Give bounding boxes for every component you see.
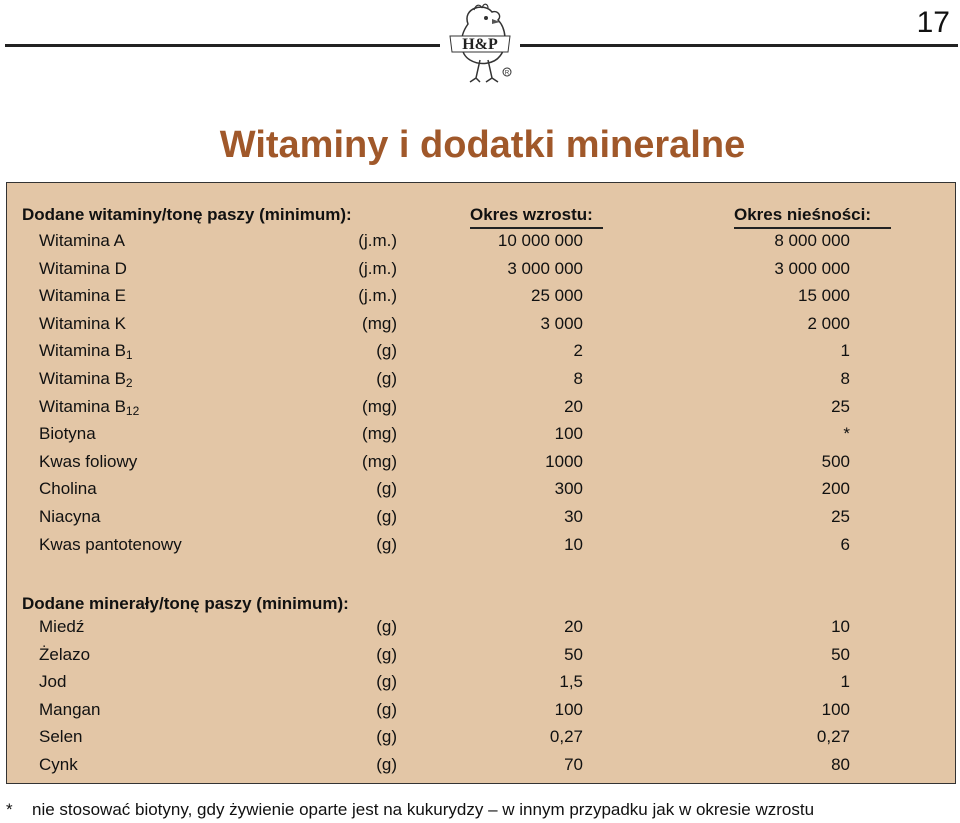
row-laying-value: 2 000: [807, 313, 850, 333]
row-unit: (mg): [362, 396, 397, 416]
row-growth-value: 3 000: [540, 313, 583, 333]
footnote-marker: *: [6, 800, 13, 819]
row-growth-value: 100: [554, 424, 583, 444]
vitamins-heading: Dodane witaminy/tonę paszy (minimum):: [22, 205, 352, 224]
row-name-text: Kwas foliowy: [39, 451, 138, 471]
row-growth-value: 2: [573, 341, 583, 361]
row-name-text: Mangan: [39, 699, 101, 719]
table-row: [7, 424, 955, 450]
row-growth-value: 10: [564, 534, 583, 554]
page-number: 17: [916, 6, 950, 39]
row-growth-value: 3 000 000: [507, 258, 583, 278]
row-unit: (g): [376, 727, 397, 747]
row-growth-value: 20: [564, 396, 583, 416]
row-name: [39, 314, 126, 335]
row-unit: (mg): [362, 451, 397, 471]
table-row: [7, 755, 955, 781]
row-unit: (g): [376, 755, 397, 774]
row-laying-value: 25: [831, 396, 850, 416]
row-laying-value: 8 000 000: [774, 231, 850, 250]
row-name: [39, 672, 66, 692]
row-unit: (g): [376, 341, 397, 361]
row-name-text: Niacyna: [39, 507, 101, 526]
table-row: [7, 314, 955, 340]
table-row: [7, 452, 955, 478]
row-laying-value: 50: [831, 644, 850, 664]
table-row: [7, 369, 955, 395]
row-name: [39, 424, 96, 445]
row-name-text: Selen: [39, 727, 83, 747]
row-name: [39, 479, 97, 500]
row-growth-value: 10 000 000: [497, 231, 583, 250]
row-unit: (j.m.): [358, 258, 397, 278]
row-unit: (g): [376, 369, 397, 388]
growth-column-header: Okres wzrostu:: [470, 205, 603, 229]
row-name: [39, 452, 137, 473]
row-laying-value: 500: [821, 451, 850, 471]
row-name-text: Witamina E: [39, 286, 126, 306]
row-unit: (g): [376, 672, 397, 692]
row-name-text: Biotyna: [39, 424, 96, 444]
row-unit: (g): [376, 644, 397, 664]
row-laying-value: 3 000 000: [774, 258, 850, 278]
table-row: [7, 645, 955, 671]
row-laying-value: 1: [840, 672, 850, 692]
table-row: [7, 617, 955, 643]
row-name-text: Witamina B: [39, 341, 126, 361]
row-growth-value: 8: [573, 369, 583, 388]
row-laying-value: 15 000: [798, 286, 850, 306]
row-name-text: Witamina A: [39, 231, 125, 250]
row-name-text: Jod: [39, 672, 67, 692]
row-unit: (mg): [362, 424, 397, 444]
row-name: [39, 369, 133, 390]
row-name-text: Żelazo: [39, 644, 91, 664]
table-row: [7, 231, 955, 257]
row-unit: (g): [376, 479, 397, 499]
row-name-text: Witamina B: [39, 396, 126, 416]
table-row: [7, 727, 955, 753]
row-growth-value: 100: [554, 699, 583, 719]
row-laying-value: 10: [831, 617, 850, 636]
row-growth-value: 0,27: [549, 727, 583, 747]
row-name: [39, 231, 125, 252]
row-laying-value: *: [843, 424, 850, 444]
footnote-text: nie stosować biotyny, gdy żywienie oparte jest na kukurydzy – w innym przypadku jak w okresie wzrostu: [32, 800, 815, 819]
row-unit: (g): [376, 699, 397, 719]
row-name-text: Kwas pantotenowy: [39, 534, 182, 554]
row-name: [39, 507, 100, 528]
row-unit: (g): [376, 617, 397, 636]
row-name-text: Miedź: [39, 617, 85, 636]
row-unit: (g): [376, 507, 397, 526]
row-name-subscript: 12: [125, 403, 140, 418]
table-row: [7, 672, 955, 698]
table-row: [7, 286, 955, 312]
row-name: [39, 397, 139, 418]
row-growth-value: 50: [564, 644, 583, 664]
row-name: [39, 286, 126, 307]
row-growth-value: 1,5: [559, 672, 583, 692]
row-name-text: Witamina D: [39, 258, 127, 278]
row-unit: (mg): [362, 313, 397, 333]
table-row: [7, 507, 955, 533]
row-name-subscript: 2: [125, 376, 133, 390]
row-growth-value: 20: [564, 617, 583, 636]
row-laying-value: 8: [840, 369, 850, 388]
row-name: [39, 700, 100, 720]
row-name: [39, 727, 82, 747]
row-laying-value: 80: [831, 755, 850, 774]
row-unit: (g): [376, 534, 397, 554]
row-laying-value: 1: [840, 341, 850, 361]
row-name-subscript: 1: [125, 348, 133, 363]
row-name: [39, 341, 133, 362]
row-laying-value: 0,27: [816, 727, 850, 747]
row-name-text: Cynk: [39, 755, 78, 774]
table-row: [7, 700, 955, 726]
laying-column-header: Okres nieśności:: [734, 205, 891, 229]
row-name-text: Witamina B: [39, 369, 126, 388]
row-laying-value: 25: [831, 507, 850, 526]
row-laying-value: 100: [821, 699, 850, 719]
row-growth-value: 300: [554, 479, 583, 499]
page-title: Witaminy i dodatki mineralne: [219, 124, 746, 166]
row-growth-value: 70: [564, 755, 583, 774]
row-name: [39, 755, 78, 775]
footnote: [6, 800, 814, 820]
table-row: [7, 397, 955, 423]
row-name-text: Witamina K: [39, 313, 126, 333]
svg-text:H&P: H&P: [462, 36, 498, 53]
row-laying-value: 6: [840, 534, 850, 554]
table-row: [7, 535, 955, 561]
minerals-heading: Dodane minerały/tonę paszy (minimum):: [22, 594, 349, 613]
row-name: [39, 645, 90, 665]
row-unit: (j.m.): [358, 286, 397, 306]
row-growth-value: 30: [564, 507, 583, 526]
row-name: [39, 617, 84, 637]
row-name: [39, 535, 182, 556]
table-row: [7, 259, 955, 285]
supplements-table: [6, 182, 956, 784]
row-growth-value: 25 000: [531, 286, 583, 306]
row-name: [39, 259, 127, 280]
row-growth-value: 1000: [545, 451, 583, 471]
svg-text:R: R: [504, 70, 510, 77]
chick-logo: [440, 2, 520, 84]
table-row: [7, 341, 955, 367]
row-unit: (j.m.): [358, 231, 397, 250]
table-row: [7, 479, 955, 505]
row-laying-value: 200: [821, 479, 850, 499]
row-name-text: Cholina: [39, 479, 97, 499]
